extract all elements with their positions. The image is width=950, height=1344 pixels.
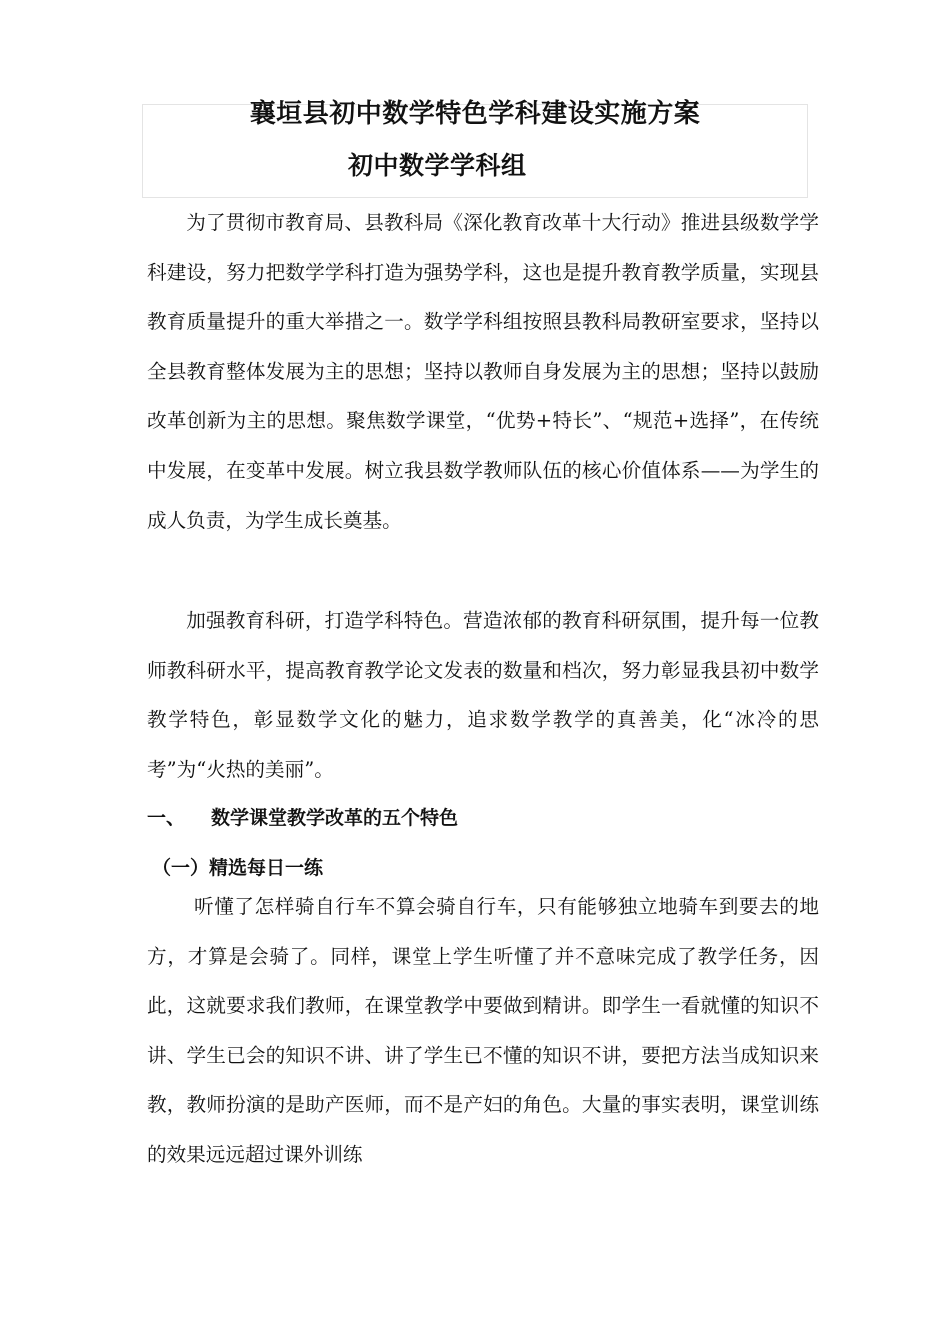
paragraph-research: 加强教育科研，打造学科特色。营造浓郁的教育科研氛围，提升每一位教师教科研水平，提高教育教学论文发表的数量和档次，努力彰显我县初中数学教学特色，彰显数学文化的魅力，追求数学教学的真善美，化“冰冷的思考”为“火热的美丽”。 [147, 609, 819, 781]
paragraph-intro: 为了贯彻市教育局、县教科局《深化教育改革十大行动》推进县级数学学科建设，努力把数学学科打造为强势学科，这也是提升教育教学质量，实现县教育质量提升的重大举措之一。数学学科组按照县教科局教研室要求，坚持以全县教育整体发展为主的思想；坚持以教师自身发展为主的思想；坚持以鼓励改革创新为主的思想。聚焦数学课堂，“优势+特长”、“规范+选择”，在传统中发展，在变革中发展。树立我县数学教师队伍的核心价值体系——为学生的成人负责，为学生成长奠基。 [147, 211, 819, 532]
paragraph-daily-practice: 听懂了怎样骑自行车不算会骑自行车，只有能够独立地骑车到要去的地方，才算是会骑了。同样，课堂上学生听懂了并不意味完成了教学任务，因此，这就要求我们教师，在课堂教学中要做到精讲。即学生一看就懂的知识不讲、学生已会的知识不讲、讲了学生已不懂的知识不讲，要把方法当成知识来教，教师扮演的是助产医师，而不是产妇的角色。大量的事实表明，课堂训练的效果远远超过课外训练 [147, 895, 819, 1166]
section-heading [147, 800, 458, 836]
section-number: 一、 [147, 807, 186, 829]
section-title: 数学课堂教学改革的五个特色 [211, 807, 459, 829]
document-subtitle: 初中数学学科组 [348, 151, 527, 180]
subsection-heading: （一）精选每日一练 [152, 857, 324, 879]
document-title: 襄垣县初中数学特色学科建设实施方案 [249, 99, 701, 129]
